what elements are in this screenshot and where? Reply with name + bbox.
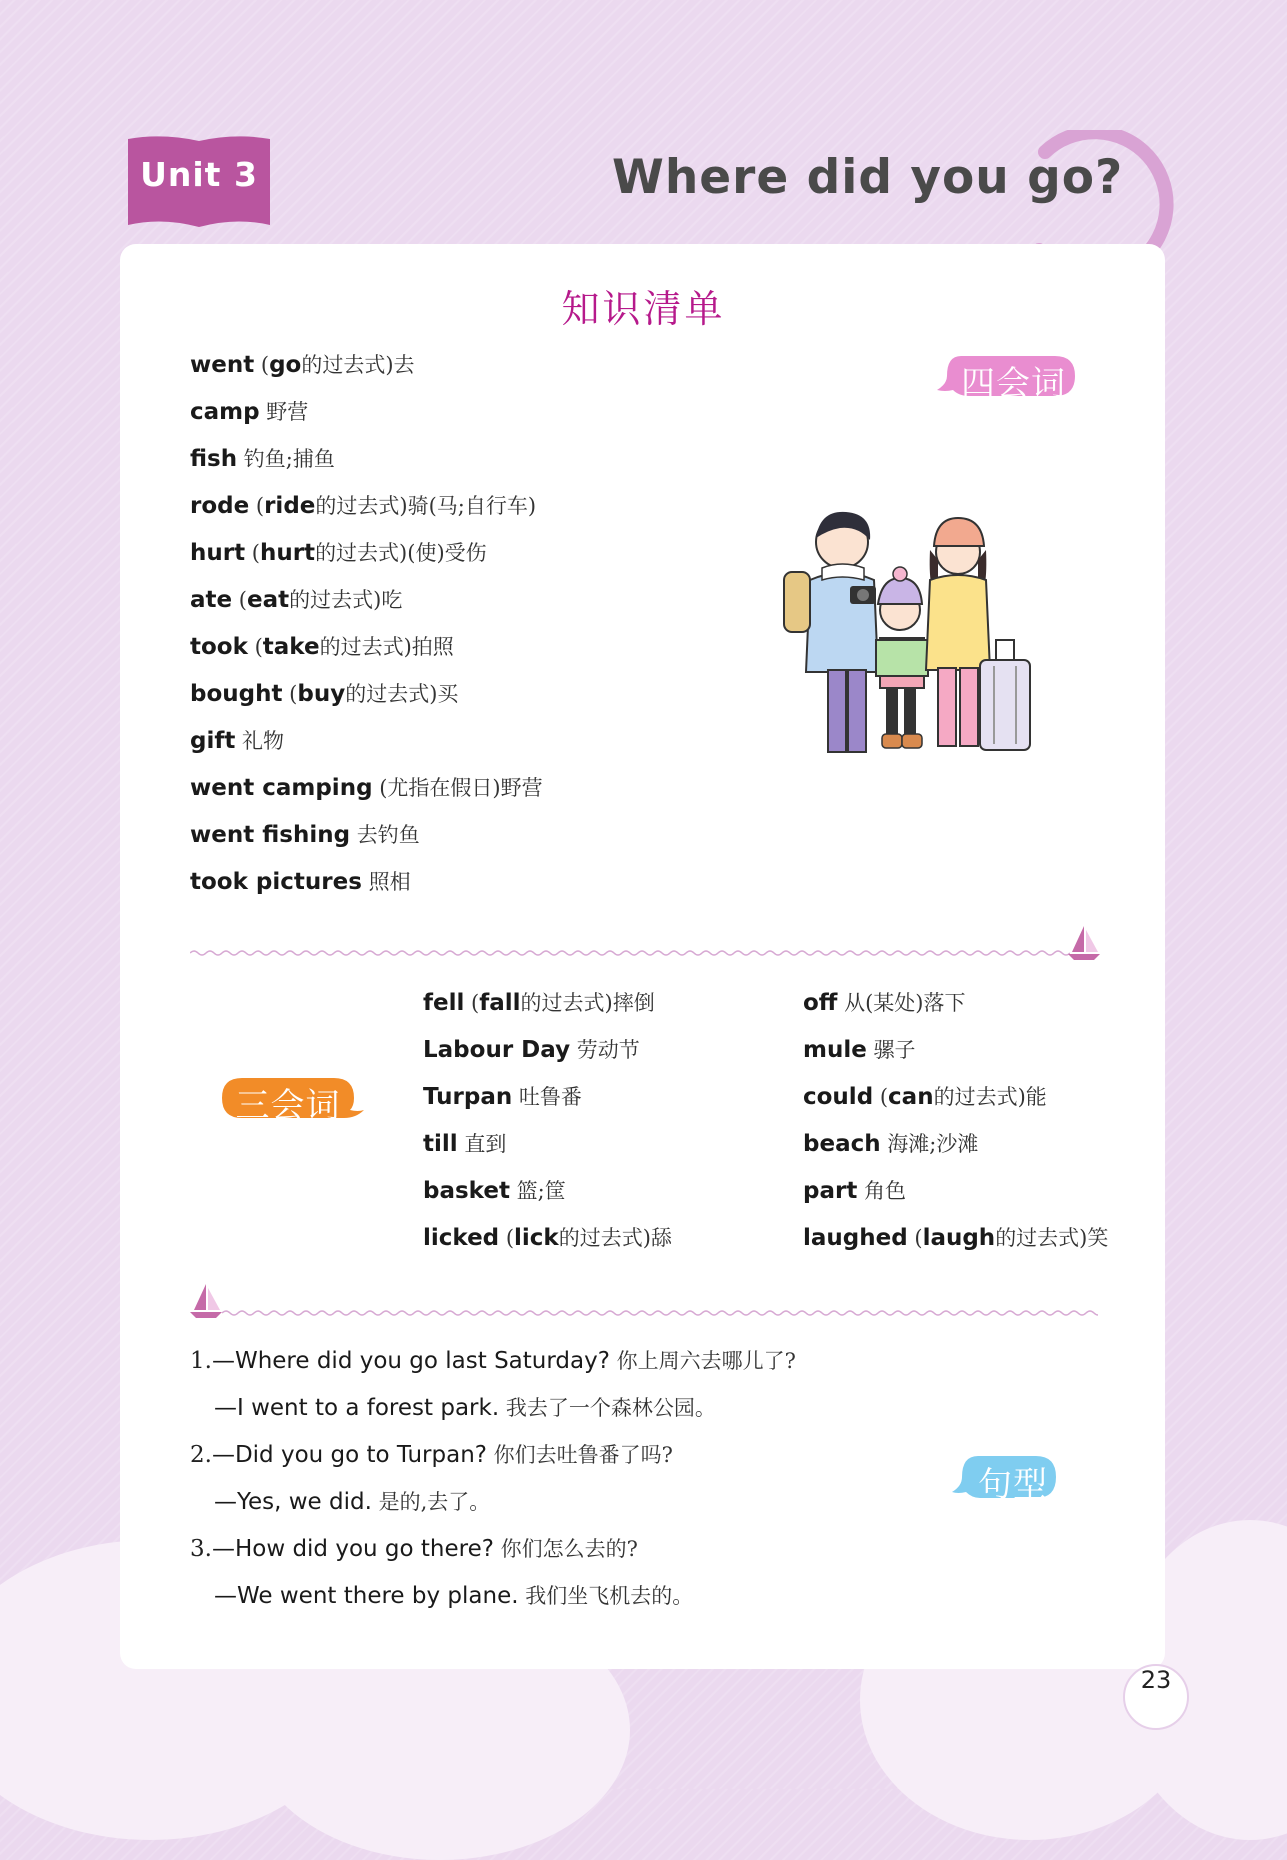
chinese-gloss: 去钓鱼 — [350, 823, 420, 847]
sentence-line — [190, 1346, 796, 1376]
vocab-item — [190, 491, 536, 521]
chinese-gloss: ( — [247, 635, 263, 659]
chinese-gloss: 的过去式)买 — [345, 682, 459, 706]
vocab-item — [190, 444, 335, 474]
english-term: Labour Day — [423, 1037, 571, 1063]
section-divider — [222, 1308, 1098, 1318]
vocab-item — [423, 1176, 566, 1206]
english-term: hurt — [190, 540, 246, 566]
chinese-gloss: ( — [873, 1085, 889, 1109]
vocab-item — [423, 1035, 640, 1065]
vocab-item — [190, 538, 487, 568]
four-skill-badge — [935, 350, 1080, 402]
vocab-item — [190, 632, 454, 662]
vocab-item — [803, 1082, 1047, 1112]
chinese-gloss: 的过去式)(使)受伤 — [315, 541, 487, 565]
english-term: ate — [190, 587, 233, 613]
english-term: basket — [423, 1178, 510, 1204]
english-term: mule — [803, 1037, 867, 1063]
sentence-line — [214, 1393, 716, 1423]
chinese-gloss: 骡子 — [866, 1038, 916, 1062]
sentence-number: 3. — [190, 1536, 212, 1562]
chinese-gloss: 从(某处)落下 — [837, 991, 966, 1015]
sentence-number: 1. — [190, 1348, 212, 1374]
english-term: bought — [190, 681, 283, 707]
english-term: gift — [190, 728, 236, 754]
vocab-item — [423, 1082, 582, 1112]
english-term: licked — [423, 1225, 500, 1251]
sentence-line — [190, 1440, 673, 1470]
sentence-line — [214, 1487, 490, 1517]
chinese-gloss: ( — [499, 1226, 515, 1250]
chinese-gloss: 野营 — [259, 400, 309, 424]
vocab-item — [190, 585, 402, 615]
english-term: went camping — [190, 775, 373, 801]
english-term: could — [803, 1084, 874, 1110]
english-term: lick — [514, 1225, 559, 1251]
chinese-gloss: 吐鲁番 — [512, 1085, 582, 1109]
chinese-gloss: 的过去式)笑 — [995, 1226, 1109, 1250]
english-term: fell — [423, 990, 465, 1016]
three-skill-badge — [218, 1072, 366, 1124]
vocab-item — [803, 1176, 906, 1206]
four-skill-badge-label: 四会词 — [961, 364, 1066, 404]
sentence-english: —Yes, we did. — [214, 1489, 372, 1515]
english-term: fall — [479, 990, 521, 1016]
sentence-english: —Where did you go last Saturday? — [211, 1348, 610, 1374]
vocab-item — [423, 988, 655, 1018]
english-term: till — [423, 1131, 458, 1157]
sentence-english: —I went to a forest park. — [214, 1395, 500, 1421]
sentence-chinese: 你们怎么去的? — [493, 1537, 638, 1561]
english-term: laugh — [922, 1225, 996, 1251]
page-title: Where did you go? — [612, 150, 1124, 205]
unit-label: Unit 3 — [140, 155, 258, 194]
sailboat-icon — [1066, 922, 1102, 962]
chinese-gloss: ( — [249, 494, 265, 518]
chinese-gloss: 劳动节 — [570, 1038, 640, 1062]
chinese-gloss: 的过去式)摔倒 — [520, 991, 655, 1015]
english-term: laughed — [803, 1225, 908, 1251]
chinese-gloss: 的过去式)能 — [933, 1085, 1047, 1109]
vocab-item — [190, 867, 411, 897]
english-term: camp — [190, 399, 260, 425]
vocab-item — [190, 726, 284, 756]
sentence-chinese: 你上周六去哪儿了? — [609, 1349, 796, 1373]
family-illustration — [780, 500, 1040, 770]
english-term: can — [888, 1084, 934, 1110]
vocab-item — [190, 773, 543, 803]
sentence-english: —How did you go there? — [211, 1536, 494, 1562]
english-term: buy — [297, 681, 346, 707]
pattern-badge-label: 句型 — [978, 1465, 1048, 1505]
english-term: went — [190, 352, 255, 378]
sailboat-icon — [188, 1280, 224, 1320]
vocab-item — [190, 350, 415, 380]
sentence-line — [214, 1581, 693, 1611]
sentence-number: 2. — [190, 1442, 212, 1468]
chinese-gloss: ( — [907, 1226, 923, 1250]
chinese-gloss: 的过去式)舔 — [558, 1226, 672, 1250]
english-term: hurt — [259, 540, 316, 566]
sentence-chinese: 是的,去了。 — [371, 1490, 491, 1514]
section-divider — [190, 948, 1070, 958]
chinese-gloss: 角色 — [857, 1179, 907, 1203]
vocab-item — [190, 397, 308, 427]
three-skill-badge-label: 三会词 — [235, 1086, 341, 1126]
sentence-chinese: 我去了一个森林公园。 — [499, 1396, 716, 1420]
english-term: took — [190, 634, 248, 660]
english-term: went fishing — [190, 822, 351, 848]
english-term: eat — [247, 587, 290, 613]
sentence-chinese: 你们去吐鲁番了吗? — [487, 1443, 673, 1467]
vocab-item — [190, 679, 458, 709]
chinese-gloss: 的过去式)吃 — [289, 588, 403, 612]
chinese-gloss: 的过去式)骑(马;自行车) — [315, 494, 537, 518]
sentence-english: —Did you go to Turpan? — [211, 1442, 487, 1468]
chinese-gloss: 直到 — [457, 1132, 507, 1156]
english-term: Turpan — [423, 1084, 513, 1110]
vocab-item — [803, 1223, 1108, 1253]
vocab-item — [423, 1223, 672, 1253]
sentence-chinese: 我们坐飞机去的。 — [518, 1584, 694, 1608]
sentence-english: —We went there by plane. — [214, 1583, 519, 1609]
vocab-item — [423, 1129, 506, 1159]
chinese-gloss: ( — [464, 991, 480, 1015]
vocab-item — [803, 1129, 978, 1159]
vocab-item — [803, 1035, 916, 1065]
chinese-gloss: ( — [232, 588, 247, 612]
chinese-gloss: 照相 — [361, 870, 411, 894]
english-term: fish — [190, 446, 238, 472]
chinese-gloss: ( — [282, 682, 298, 706]
english-term: beach — [803, 1131, 881, 1157]
english-term: rode — [190, 493, 250, 519]
chinese-gloss: 的过去式)拍照 — [319, 635, 454, 659]
english-term: off — [803, 990, 838, 1016]
unit-tab — [126, 133, 272, 229]
page-number: 23 — [1123, 1664, 1189, 1730]
english-term: ride — [264, 493, 316, 519]
chinese-gloss: 篮;筐 — [509, 1179, 566, 1203]
pattern-badge — [950, 1452, 1060, 1505]
english-term: took pictures — [190, 869, 362, 895]
english-term: part — [803, 1178, 858, 1204]
section-title: 知识清单 — [561, 287, 726, 331]
vocab-item — [803, 988, 966, 1018]
chinese-gloss: 礼物 — [235, 729, 285, 753]
english-term: take — [262, 634, 320, 660]
chinese-gloss: 钓鱼;捕鱼 — [237, 447, 335, 471]
chinese-gloss: ( — [254, 353, 270, 377]
chinese-gloss: 的过去式)去 — [301, 353, 415, 377]
chinese-gloss: (尤指在假日)野营 — [372, 776, 543, 800]
english-term: go — [269, 352, 302, 378]
chinese-gloss: 海滩;沙滩 — [880, 1132, 979, 1156]
sentence-line — [190, 1534, 638, 1564]
chinese-gloss: ( — [245, 541, 260, 565]
vocab-item — [190, 820, 420, 850]
